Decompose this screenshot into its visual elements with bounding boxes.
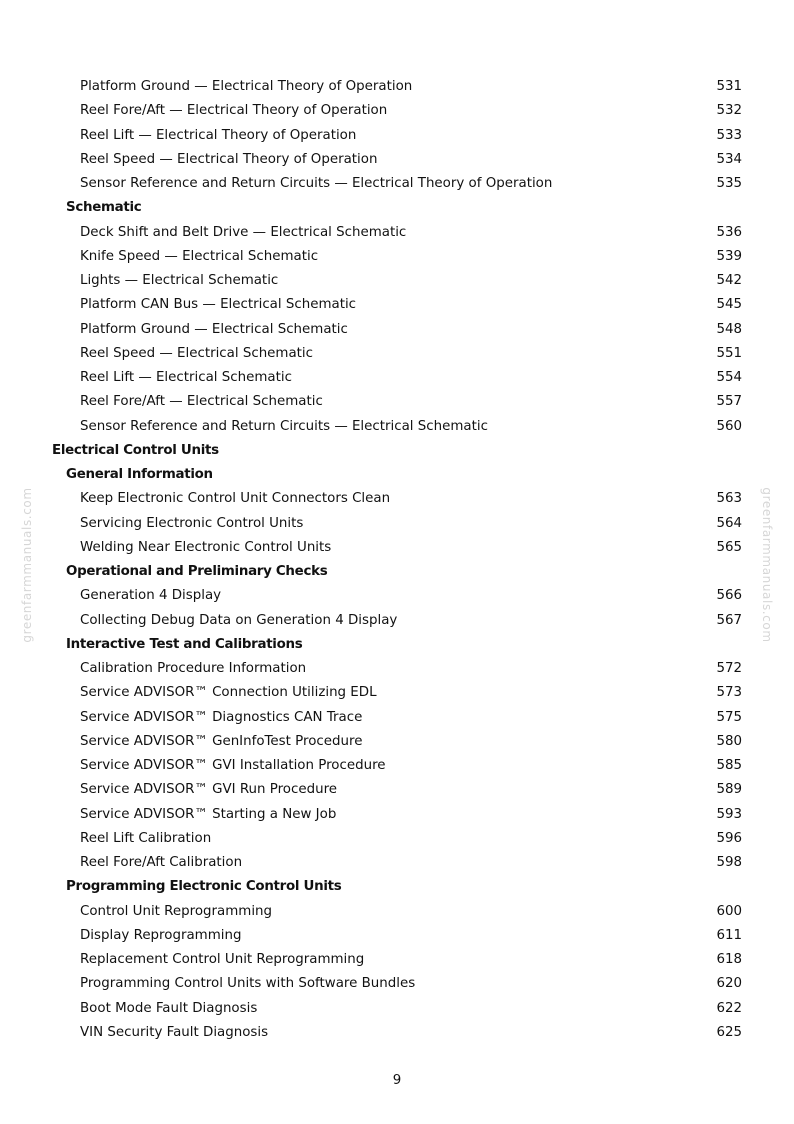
toc-entry-title: Reel Lift — Electrical Theory of Operation — [80, 127, 357, 143]
page-number: 9 — [392, 1073, 402, 1088]
toc-entry-page: 542 — [716, 273, 742, 288]
toc-entry[interactable] — [0, 318, 794, 342]
toc-entry-title: Lights — Electrical Schematic — [80, 273, 279, 288]
toc-entry-title: Service ADVISOR™ GVI Installation Procedure — [80, 758, 386, 773]
toc-entry[interactable] — [0, 803, 794, 827]
toc-entry[interactable] — [0, 293, 794, 317]
toc-entry-page: 575 — [716, 709, 742, 725]
toc-heading[interactable] — [0, 875, 794, 899]
toc-entry[interactable] — [0, 730, 794, 754]
toc-entry-title: Reel Speed — Electrical Schematic — [80, 345, 314, 361]
toc-entry-title: Display Reprogramming — [80, 927, 242, 943]
toc-entry-page: 566 — [716, 588, 742, 604]
toc-entry[interactable] — [0, 609, 794, 633]
toc-entry-page: 532 — [716, 103, 742, 119]
toc-entry-page: 535 — [716, 176, 742, 191]
watermark-right: greenfarmmanuals.com — [760, 487, 774, 643]
toc-entry-page: 534 — [716, 151, 742, 167]
toc-entry-page: 548 — [716, 321, 742, 337]
toc-entry[interactable] — [0, 851, 794, 875]
toc-entry-page: 539 — [716, 248, 742, 264]
toc-entry-title: Collecting Debug Data on Generation 4 Display — [80, 612, 398, 628]
toc-entry[interactable] — [0, 512, 794, 536]
toc-entry-title: Service ADVISOR™ GVI Run Procedure — [80, 782, 338, 798]
toc-entry-title: Interactive Test and Calibrations — [66, 636, 303, 652]
toc-entry-title: Reel Fore/Aft Calibration — [80, 855, 243, 870]
toc-entry-title: Platform CAN Bus — Electrical Schematic — [80, 297, 357, 313]
toc-entry-title: Service ADVISOR™ Connection Utilizing EDL — [80, 685, 377, 701]
toc-entry-page: 600 — [716, 903, 742, 919]
toc-entry-page: 572 — [716, 661, 742, 676]
toc-entry[interactable] — [0, 148, 794, 172]
toc-entry[interactable] — [0, 124, 794, 148]
toc-entry-page: 625 — [716, 1024, 742, 1040]
toc-entry-title: Operational and Preliminary Checks — [66, 564, 328, 579]
toc-entry-title: Deck Shift and Belt Drive — Electrical Schematic — [80, 224, 407, 240]
toc-entry-page: 531 — [716, 79, 742, 94]
toc-entry-title: Sensor Reference and Return Circuits — Electrical Theory of Operation — [80, 176, 553, 191]
toc-entry-page: 620 — [716, 976, 742, 992]
toc-entry-title: Reel Fore/Aft — Electrical Schematic — [80, 394, 323, 410]
toc-entry-page: 533 — [716, 127, 742, 143]
toc-entry-title: Reel Fore/Aft — Electrical Theory of Operation — [80, 103, 388, 119]
watermark-left: greenfarmmanuals.com — [20, 487, 34, 643]
toc-entry-page: 563 — [716, 491, 742, 507]
toc-entry[interactable] — [0, 1021, 794, 1045]
toc-entry[interactable] — [0, 948, 794, 972]
toc-entry-page: 565 — [716, 539, 742, 555]
toc-entry[interactable] — [0, 99, 794, 123]
toc-entry[interactable] — [0, 172, 794, 196]
toc-entry[interactable] — [0, 342, 794, 366]
toc-entry-page: 573 — [716, 685, 742, 701]
toc-entry-page: 611 — [716, 927, 742, 943]
toc-entry-title: Servicing Electronic Control Units — [80, 515, 304, 531]
toc-entry-page: 593 — [716, 806, 742, 822]
toc-entry[interactable] — [0, 390, 794, 414]
toc-entry-page: 554 — [716, 370, 742, 385]
toc-entry[interactable] — [0, 706, 794, 730]
toc-entry[interactable] — [0, 584, 794, 608]
toc-entry[interactable] — [0, 245, 794, 269]
toc-heading[interactable] — [0, 196, 794, 220]
toc-heading[interactable] — [0, 439, 794, 463]
toc-heading[interactable] — [0, 560, 794, 584]
toc-heading[interactable] — [0, 633, 794, 657]
toc-entry-title: Sensor Reference and Return Circuits — Electrical Schematic — [80, 418, 488, 434]
toc-entry-page: 536 — [716, 224, 742, 240]
table-of-contents — [0, 75, 794, 1045]
toc-entry[interactable] — [0, 778, 794, 802]
toc-entry[interactable] — [0, 972, 794, 996]
toc-entry[interactable] — [0, 827, 794, 851]
toc-entry-title: Boot Mode Fault Diagnosis — [80, 1000, 258, 1016]
toc-entry[interactable] — [0, 754, 794, 778]
toc-entry-page: 596 — [716, 830, 742, 846]
toc-entry-title: Control Unit Reprogramming — [80, 903, 273, 919]
toc-entry-title: Service ADVISOR™ Diagnostics CAN Trace — [80, 709, 363, 725]
toc-entry[interactable] — [0, 997, 794, 1021]
toc-entry[interactable] — [0, 75, 794, 99]
toc-entry[interactable] — [0, 366, 794, 390]
toc-entry-title: Service ADVISOR™ Starting a New Job — [80, 806, 337, 822]
toc-entry-page: 564 — [716, 515, 742, 531]
toc-entry-page: 545 — [716, 297, 742, 313]
toc-entry[interactable] — [0, 269, 794, 293]
toc-entry-page: 585 — [716, 758, 742, 773]
toc-entry-page: 622 — [716, 1000, 742, 1016]
toc-entry-page: 589 — [716, 782, 742, 798]
toc-entry-title: Electrical Control Units — [52, 442, 219, 458]
toc-entry-page: 598 — [716, 855, 742, 870]
toc-entry-title: Knife Speed — Electrical Schematic — [80, 248, 319, 264]
toc-entry-title: Reel Lift — Electrical Schematic — [80, 370, 292, 385]
toc-entry-title: Service ADVISOR™ GenInfoTest Procedure — [80, 733, 363, 749]
toc-entry-page: 551 — [716, 345, 742, 361]
toc-entry-title: Reel Lift Calibration — [80, 830, 212, 846]
toc-entry-page: 580 — [716, 733, 742, 749]
toc-entry[interactable] — [0, 900, 794, 924]
toc-entry-title: Platform Ground — Electrical Schematic — [80, 321, 348, 337]
toc-entry-page: 618 — [716, 952, 742, 967]
toc-entry-title: Calibration Procedure Information — [80, 661, 307, 676]
toc-entry-page: 567 — [716, 612, 742, 628]
toc-entry-page: 560 — [716, 418, 742, 434]
toc-entry-title: Programming Control Units with Software Bundles — [80, 976, 416, 992]
toc-entry-title: Replacement Control Unit Reprogramming — [80, 952, 365, 967]
toc-entry-title: General Information — [66, 467, 213, 482]
toc-entry[interactable] — [0, 924, 794, 948]
toc-entry-title: VIN Security Fault Diagnosis — [80, 1024, 269, 1040]
toc-entry[interactable] — [0, 487, 794, 511]
toc-entry-title: Generation 4 Display — [80, 588, 222, 604]
toc-entry[interactable] — [0, 415, 794, 439]
toc-entry[interactable] — [0, 657, 794, 681]
toc-heading[interactable] — [0, 463, 794, 487]
toc-entry[interactable] — [0, 536, 794, 560]
toc-entry-title: Schematic — [66, 200, 142, 216]
toc-entry[interactable] — [0, 681, 794, 705]
toc-entry-title: Platform Ground — Electrical Theory of Operation — [80, 79, 413, 94]
toc-entry-title: Keep Electronic Control Unit Connectors Clean — [80, 491, 391, 507]
toc-entry-title: Programming Electronic Control Units — [66, 879, 342, 895]
toc-entry-title: Reel Speed — Electrical Theory of Operation — [80, 151, 378, 167]
toc-entry-page: 557 — [716, 394, 742, 410]
toc-entry[interactable] — [0, 221, 794, 245]
toc-entry-title: Welding Near Electronic Control Units — [80, 539, 332, 555]
